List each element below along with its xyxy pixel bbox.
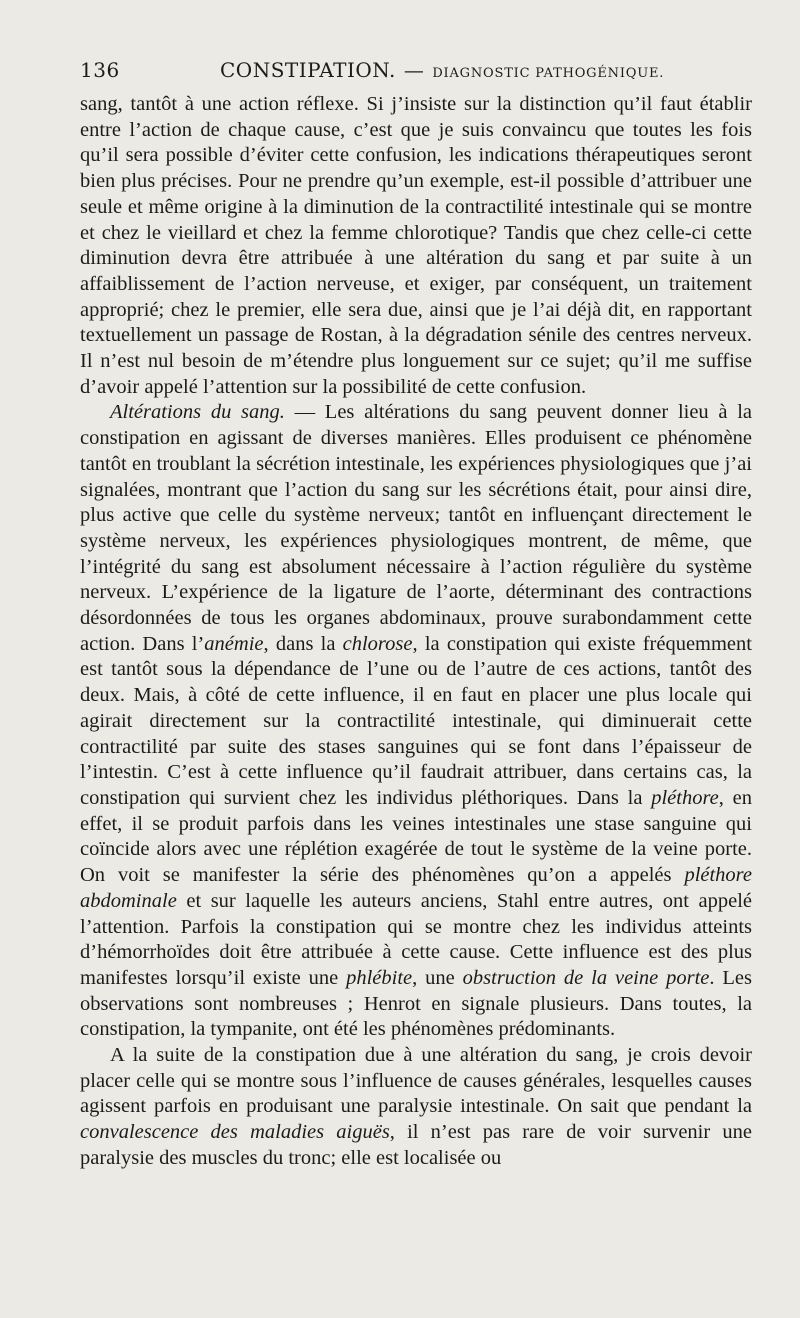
running-title-main: CONSTIPATION. xyxy=(220,58,396,82)
section-heading-alterations-du-sang: Altérations du sang. xyxy=(110,401,285,424)
running-title xyxy=(220,58,664,82)
body-text xyxy=(80,92,752,1172)
running-header xyxy=(80,58,760,90)
term-phlebite: phlébite xyxy=(346,966,413,989)
paragraph-2-text-b: , dans la xyxy=(263,632,343,655)
paragraph-2-text-a: — Les altérations du sang peuvent donner lieu à la constipation en agissant de diverses manières. Elles produisent ce phénomène tantôt en troublant la sécrétion intestinale, les expériences physiologiques que j’ai signalées, montrant que l’action du sang sur les sécrétions était, pour ainsi dire, plus active que celle du système nerveux; tantôt en influençant directement le système nerveux, les expériences physiologiques montrent, de même, que l’intégrité du sang est absolument nécessaire à l’action régulière du système nerveux. L’expérience de la ligature de l’aorte, déterminant des contractions désordonnées de tous les organes abdominaux, prouve surabondamment cette action. Dans l’ xyxy=(80,401,752,655)
term-anemie: anémie xyxy=(204,632,264,655)
page-number: 136 xyxy=(80,58,120,82)
paragraph-1: sang, tantôt à une action réflexe. Si j’insiste sur la distinction qu’il faut établir entre l’action de chaque cause, c’est que je suis convaincu que toutes les fois qu’il sera possible d’éviter cette confusion, les indications thérapeutiques seront bien plus précises. Pour ne prendre qu’un exemple, est-il possible d’attribuer une seule et même origine à la diminution de la contractilité intestinale qui se montre et chez le vieillard et chez la femme chlorotique? Tandis que chez celle-ci cette diminution devra être attribuée à une altération du sang et par suite à un affaiblissement de l’action nerveuse, et exiger, par conséquent, un traitement approprié; chez le premier, elle sera due, ainsi que je l’ai déjà dit, en rapportant textuellement un passage de Rostan, à la dégradation sénile des centres nerveux. Il n’est nul besoin de m’étendre plus longuement sur ce sujet; qu’il me suffise d’avoir appelé l’attention sur la possibilité de cette confusion. xyxy=(80,93,752,398)
paragraph-2-text-f: , une xyxy=(412,966,463,989)
term-obstruction-veine-porte: obstruction de la veine porte xyxy=(462,966,710,989)
running-title-sub: DIAGNOSTIC PATHOGÉNIQUE. xyxy=(432,66,665,81)
paragraph-2-text-c: , la constipation qui existe fréquemment est tantôt sous la dépendance de l’une ou de l’autre de ces actions, tantôt des deux. Mais, à côté de cette influence, il en faut en placer une plus locale qui agirait directement sur la contractilité intestinale, qui diminuerait cette contractilité par suite des stases sanguines qui se font dans l’épaisseur de l’intestin. C’est à cette influence qu’il faudrait attribuer, dans certains cas, la constipation qui survient chez les individus pléthoriques. Dans la xyxy=(80,632,752,809)
paragraph-2 xyxy=(80,400,752,1043)
paragraph-2-text-e: et sur laquelle les auteurs anciens, Stahl entre autres, ont appelé l’attention. Parfois la constipation qui se montre chez les individus atteints d’hémorrhoïdes doit être attribuée à cette cause. Cette influence est des plus manifestes lorsqu’il existe une xyxy=(80,889,752,989)
term-convalescence: convalescence des maladies aiguës xyxy=(80,1121,390,1144)
running-title-separator: — xyxy=(403,58,425,82)
paragraph-3-text-a: A la suite de la constipation due à une altération du sang, je crois devoir placer celle qui se montre sous l’influence de causes générales, lesquelles causes agissent parfois en produisant une paralysie intestinale. On sait que pendant la xyxy=(80,1044,752,1118)
paragraph-3-text-b: , il n’est pas rare de voir survenir une paralysie des muscles du tronc; elle est localisée ou xyxy=(80,1121,752,1169)
paragraph-2-text-g: . Les observations sont nombreuses ; Henrot en signale plusieurs. Dans toutes, la constipation, la tympanite, ont été les phénomènes prédominants. xyxy=(80,966,752,1041)
paragraph-2-text-d: , en effet, il se produit parfois dans les veines intestinales une stase sanguine qui coïncide alors avec une réplétion exagérée de tout le système de la veine porte. On voit se manifester la série des phénomènes qu’on a appelés xyxy=(80,786,752,887)
term-plethore-abdominale: pléthore abdominale xyxy=(80,864,752,912)
term-chlorose: chlorose xyxy=(342,632,413,655)
term-plethore: pléthore xyxy=(651,786,719,809)
paragraph-3 xyxy=(80,1043,752,1172)
